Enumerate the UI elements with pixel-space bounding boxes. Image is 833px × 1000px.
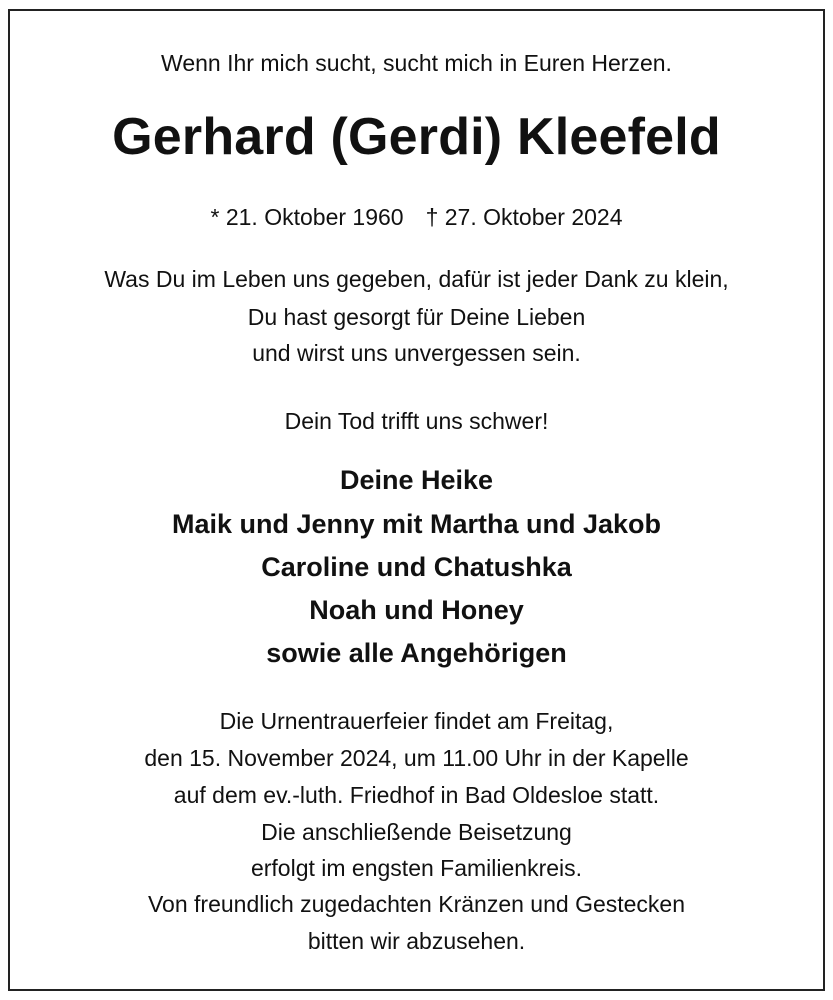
mourner-line: Maik und Jenny mit Martha und Jakob (171, 509, 662, 539)
mourner-line: Noah und Honey (309, 595, 524, 625)
funeral-info-line: auf dem ev.-luth. Friedhof in Bad Oldesloe statt. (173, 782, 660, 808)
life-dates (0, 204, 833, 231)
birth-date: * 21. Oktober 1960 (210, 204, 404, 230)
deceased-name: Gerhard (Gerdi) Kleefeld (112, 108, 721, 166)
funeral-info-line: Von freundlich zugedachten Kränzen und Gestecken (147, 891, 686, 917)
mourner-line: Caroline und Chatushka (261, 552, 572, 582)
funeral-info-line: erfolgt im engsten Familienkreis. (250, 855, 583, 881)
mourner-line: sowie alle Angehörigen (266, 638, 567, 668)
funeral-info-line: den 15. November 2024, um 11.00 Uhr in der Kapelle (144, 745, 689, 771)
death-date: † 27. Oktober 2024 (425, 204, 623, 230)
verse-line: Was Du im Leben uns gegeben, dafür ist jeder Dank zu klein, (104, 266, 729, 292)
grief-line: Dein Tod trifft uns schwer! (284, 408, 549, 434)
funeral-info-line: Die Urnentrauerfeier findet am Freitag, (219, 708, 614, 734)
verse-line: Du hast gesorgt für Deine Lieben (247, 304, 586, 330)
motto: Wenn Ihr mich sucht, sucht mich in Euren Herzen. (161, 50, 672, 76)
funeral-info-line: bitten wir abzusehen. (307, 928, 526, 954)
funeral-info-line: Die anschließende Beisetzung (261, 819, 572, 845)
mourner-line: Deine Heike (339, 465, 494, 495)
verse-line: und wirst uns unvergessen sein. (252, 340, 581, 366)
